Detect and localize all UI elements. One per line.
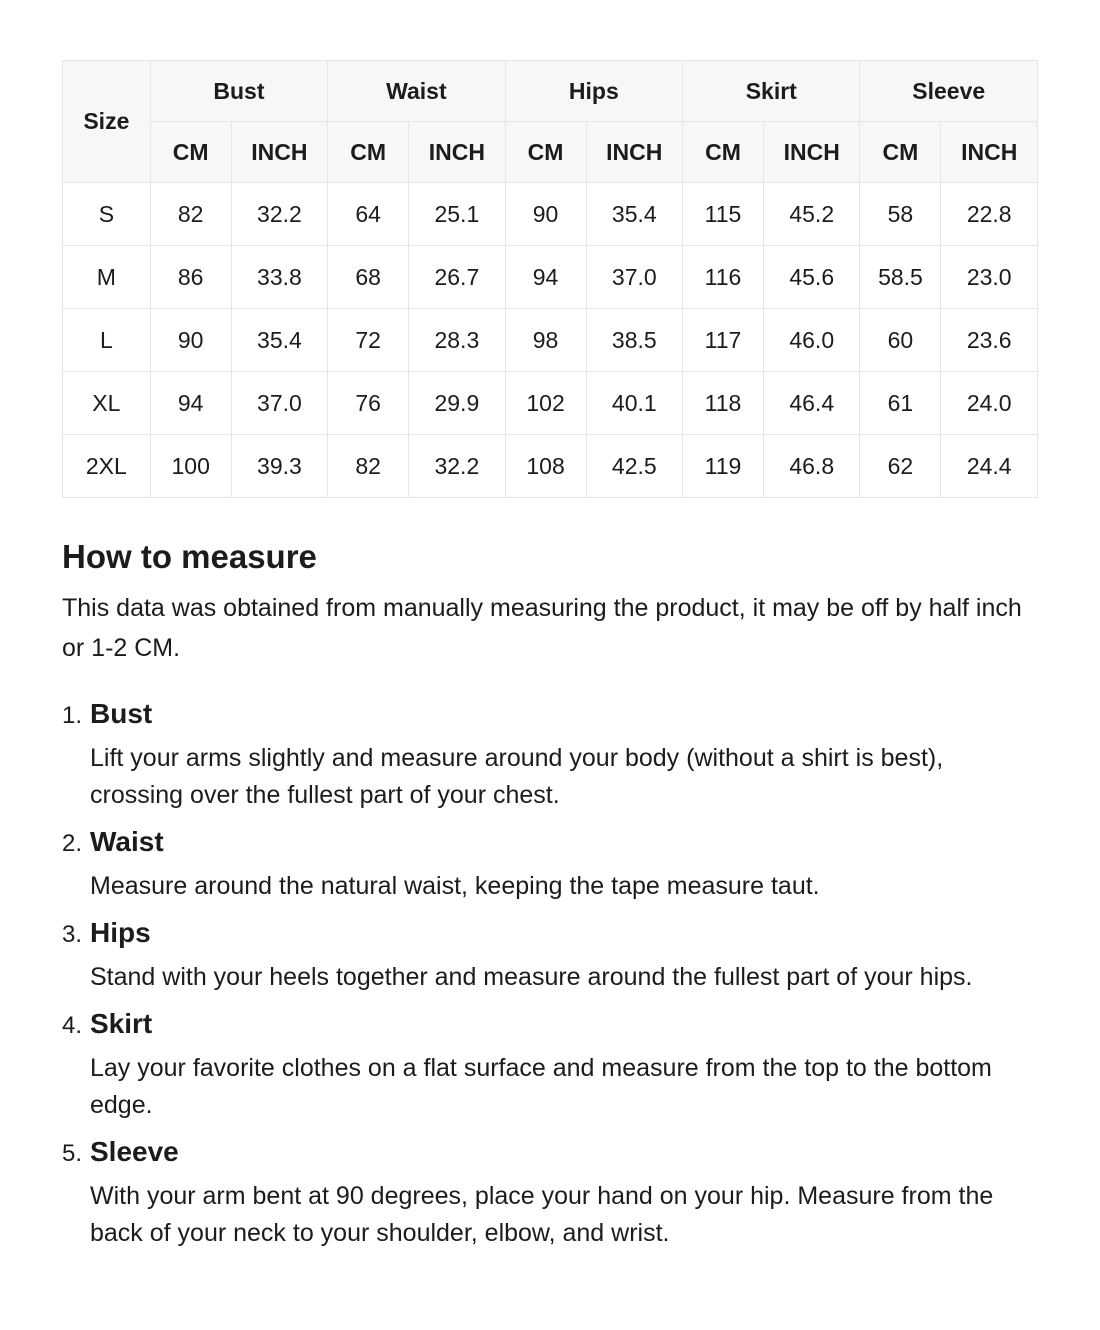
table-row-xl (63, 372, 1038, 435)
step-heading (62, 913, 1038, 953)
measure-step-sleeve (62, 1132, 1038, 1252)
measurement-cell: 32.2 (409, 435, 506, 498)
measurement-cell: 82 (328, 435, 409, 498)
measurement-cell: 32.2 (231, 183, 328, 246)
step-number: 1. (62, 702, 83, 729)
step-number: 3. (62, 921, 83, 948)
measurement-cell: 28.3 (409, 309, 506, 372)
measurement-cell: 23.6 (941, 309, 1038, 372)
measurement-cell: 90 (150, 309, 231, 372)
measurement-cell: 98 (505, 309, 586, 372)
measurement-cell: 82 (150, 183, 231, 246)
group-header-waist: Waist (328, 61, 505, 122)
group-header-skirt: Skirt (683, 61, 860, 122)
unit-header-cm: CM (683, 122, 764, 183)
measurement-cell: 94 (505, 246, 586, 309)
measurement-cell: 108 (505, 435, 586, 498)
measurement-cell: 118 (683, 372, 764, 435)
measurement-cell: 35.4 (586, 183, 683, 246)
measurement-cell: 116 (683, 246, 764, 309)
group-header-hips: Hips (505, 61, 682, 122)
measurement-cell: 90 (505, 183, 586, 246)
measurement-cell: 58 (860, 183, 941, 246)
measure-step-waist (62, 822, 1038, 905)
measurement-cell: 100 (150, 435, 231, 498)
unit-header-cm: CM (860, 122, 941, 183)
size-cell: L (63, 309, 151, 372)
size-chart-table (62, 60, 1038, 498)
measurement-cell: 24.0 (941, 372, 1038, 435)
measurement-cell: 33.8 (231, 246, 328, 309)
size-cell: 2XL (63, 435, 151, 498)
group-header-bust: Bust (150, 61, 327, 122)
step-description: Lift your arms slightly and measure around your body (without a shirt is best), crossing over the fullest part of your chest. (90, 744, 944, 809)
step-title: Hips (90, 917, 151, 948)
step-heading (62, 1004, 1038, 1044)
measurement-cell: 86 (150, 246, 231, 309)
step-description: Measure around the natural waist, keeping the tape measure taut. (90, 872, 820, 900)
measurement-cell: 46.8 (763, 435, 860, 498)
measurement-cell: 46.0 (763, 309, 860, 372)
unit-header-inch: INCH (409, 122, 506, 183)
step-description: With your arm bent at 90 degrees, place your hand on your hip. Measure from the back of your neck to your shoulder, elbow, and wrist. (90, 1182, 994, 1247)
group-header-sleeve: Sleeve (860, 61, 1038, 122)
measurement-cell: 94 (150, 372, 231, 435)
measurement-cell: 25.1 (409, 183, 506, 246)
measurement-cell: 58.5 (860, 246, 941, 309)
measurement-cell: 23.0 (941, 246, 1038, 309)
unit-header-inch: INCH (763, 122, 860, 183)
measurement-cell: 119 (683, 435, 764, 498)
step-description: Lay your favorite clothes on a flat surface and measure from the top to the bottom edge. (90, 1054, 992, 1119)
how-to-measure-title: How to measure (62, 538, 317, 575)
measurement-cell: 60 (860, 309, 941, 372)
unit-header-inch: INCH (941, 122, 1038, 183)
measurement-cell: 22.8 (941, 183, 1038, 246)
measurement-cell: 24.4 (941, 435, 1038, 498)
measurement-cell: 72 (328, 309, 409, 372)
measurement-cell: 39.3 (231, 435, 328, 498)
size-column-header: Size (63, 61, 151, 183)
unit-header-row (63, 122, 1038, 183)
table-row-2xl (63, 435, 1038, 498)
measurement-cell: 62 (860, 435, 941, 498)
measurement-cell: 45.2 (763, 183, 860, 246)
unit-header-inch: INCH (586, 122, 683, 183)
step-title: Skirt (90, 1008, 153, 1039)
measurement-cell: 61 (860, 372, 941, 435)
measurement-cell: 35.4 (231, 309, 328, 372)
measurement-cell: 26.7 (409, 246, 506, 309)
measurement-cell: 117 (683, 309, 764, 372)
unit-header-cm: CM (505, 122, 586, 183)
unit-header-cm: CM (150, 122, 231, 183)
measurement-cell: 29.9 (409, 372, 506, 435)
step-title: Sleeve (90, 1136, 179, 1167)
step-number: 2. (62, 830, 83, 857)
size-chart-body (63, 183, 1038, 498)
unit-header-cm: CM (328, 122, 409, 183)
measure-step-skirt (62, 1004, 1038, 1124)
step-number: 5. (62, 1140, 83, 1167)
measurement-cell: 64 (328, 183, 409, 246)
step-description: Stand with your heels together and measure around the fullest part of your hips. (90, 963, 973, 991)
measure-step-hips (62, 913, 1038, 996)
measurement-cell: 38.5 (586, 309, 683, 372)
size-cell: XL (63, 372, 151, 435)
size-cell: S (63, 183, 151, 246)
unit-header-inch: INCH (231, 122, 328, 183)
measurement-cell: 115 (683, 183, 764, 246)
how-to-measure-intro: This data was obtained from manually measuring the product, it may be off by half inch or 1-2 CM. (62, 594, 1022, 662)
step-heading (62, 1132, 1038, 1172)
measurement-cell: 40.1 (586, 372, 683, 435)
measurement-cell: 46.4 (763, 372, 860, 435)
measure-group-row (63, 61, 1038, 122)
table-row-l (63, 309, 1038, 372)
measurement-cell: 76 (328, 372, 409, 435)
measurement-cell: 37.0 (586, 246, 683, 309)
measure-step-bust (62, 694, 1038, 814)
measurement-cell: 68 (328, 246, 409, 309)
step-title: Waist (90, 826, 164, 857)
measurement-cell: 42.5 (586, 435, 683, 498)
measurement-cell: 45.6 (763, 246, 860, 309)
table-row-m (63, 246, 1038, 309)
size-chart-header (63, 61, 1038, 183)
step-heading (62, 822, 1038, 862)
measurement-cell: 102 (505, 372, 586, 435)
table-row-s (63, 183, 1038, 246)
step-number: 4. (62, 1012, 83, 1039)
step-title: Bust (90, 698, 153, 729)
measurement-cell: 37.0 (231, 372, 328, 435)
measure-steps-list (62, 694, 1038, 1252)
step-heading (62, 694, 1038, 734)
size-cell: M (63, 246, 151, 309)
